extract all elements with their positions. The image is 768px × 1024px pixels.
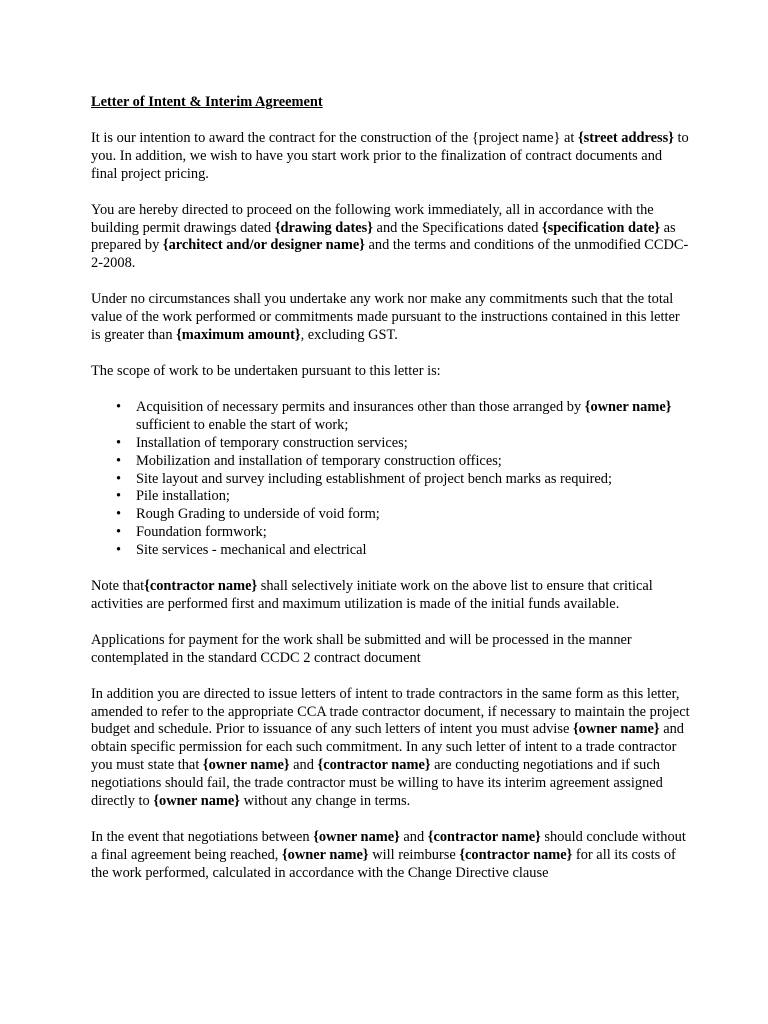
text-run: Foundation formwork; (136, 524, 267, 541)
text-run: In addition you are directed to issue letters of intent to trade contractors in the same form as this letter, amended to refer to the appropriate CCA trade contractor document, if necessary to maintain the project budget and schedule. Prior to issuance of any such letters of intent you must advise (91, 685, 690, 738)
scope-item-text (136, 453, 502, 469)
text-run: as prepared by (91, 219, 676, 254)
placeholder-field: {contractor name} (144, 578, 258, 595)
bullet-marker: • (116, 488, 122, 505)
placeholder-field: {owner name} (281, 846, 369, 863)
text-run: It is our intention to award the contract for the construction of the {project name} at (91, 129, 578, 146)
text-run: and obtain specific permission for each such commitment. In any such letter of intent to a trade contractor you must state that (91, 721, 684, 774)
placeholder-field: {owner name} (153, 793, 240, 810)
scope-list-item (91, 488, 691, 506)
bullet-marker: • (116, 542, 122, 559)
prioritization-paragraph (91, 578, 691, 614)
letter-title: Letter of Intent & Interim Agreement (91, 94, 323, 110)
text-run: and (289, 757, 318, 774)
placeholder-field: {owner name} (202, 757, 290, 774)
placeholder-field: {maximum amount} (176, 327, 301, 344)
scope-item-text (136, 471, 612, 487)
directive-paragraph (91, 202, 691, 274)
scope-intro-paragraph (91, 363, 691, 381)
text-run: , excluding GST. (300, 327, 398, 344)
letter-body (91, 94, 691, 901)
text-run: Installation of temporary construction services; (136, 434, 408, 451)
placeholder-field: {owner name} (313, 829, 400, 845)
text-run: for all its costs of the work performed, calculated in accordance with the Change Directive clause (91, 846, 676, 881)
text-run: Mobilization and installation of temporary construction offices; (136, 452, 502, 469)
intent-paragraph (91, 130, 691, 184)
bullet-marker: • (116, 452, 122, 469)
scope-list-item (91, 399, 691, 435)
scope-item-text (136, 399, 671, 433)
text-run: shall selectively initiate work on the above list to ensure that critical activities are performed first and maximum utilization is made of the initial funds available. (91, 578, 653, 612)
scope-item-text (136, 524, 267, 540)
bullet-marker: • (116, 506, 122, 523)
reimbursement-paragraph (91, 829, 691, 883)
placeholder-field: {contractor name} (459, 846, 573, 863)
text-run: Under no circumstances shall you undertake any work nor make any commitments such that the total value of the work performed or commitments made pursuant to the instructions contained in this letter is greater than (91, 291, 680, 344)
text-run: will reimburse (368, 846, 460, 863)
text-run: should conclude without a final agreement being reached, (91, 829, 686, 863)
bullet-marker: • (116, 398, 122, 415)
text-run: In the event that negotiations between (91, 829, 314, 845)
scope-list-item (91, 542, 691, 560)
scope-list (91, 399, 691, 560)
text-run: The scope of work to be undertaken pursuant to this letter is: (91, 362, 441, 379)
text-run: Pile installation; (136, 488, 230, 505)
scope-list-item (91, 524, 691, 542)
scope-item-text (136, 435, 408, 451)
text-run: You are hereby directed to proceed on the following work immediately, all in accordance with the building permit drawings dated (91, 201, 654, 236)
text-run: to you. In addition, we wish to have you start work prior to the finalization of contract documents and final project pricing. (91, 129, 689, 182)
text-run: and (399, 829, 428, 845)
scope-list-item (91, 453, 691, 471)
placeholder-field: {contractor name} (427, 829, 541, 845)
text-run: and the terms and conditions of the unmodified CCDC-2-2008. (91, 237, 689, 272)
scope-list-item (91, 435, 691, 453)
placeholder-field: {contractor name} (317, 757, 431, 774)
placeholder-field: {owner name} (584, 398, 672, 415)
text-run: sufficient to enable the start of work; (136, 416, 349, 433)
text-run: and the Specifications dated (372, 219, 542, 236)
text-run: Rough Grading to underside of void form; (136, 506, 380, 523)
bullet-marker: • (116, 470, 122, 487)
text-run: without any change in terms. (239, 793, 411, 810)
scope-item-text (136, 488, 230, 504)
scope-list-item (91, 471, 691, 489)
placeholder-field: {architect and/or designer name} (162, 237, 365, 254)
text-run: Note that (91, 578, 145, 595)
bullet-marker: • (116, 524, 122, 541)
scope-list-item (91, 506, 691, 524)
text-run: Acquisition of necessary permits and insurances other than those arranged by (136, 398, 585, 415)
placeholder-field: {street address} (577, 129, 674, 146)
scope-item-text (136, 506, 380, 522)
text-run: Site services - mechanical and electrical (136, 542, 367, 559)
text-run: Applications for payment for the work shall be submitted and will be processed in the manner contemplated in the standard CCDC 2 contract document (91, 631, 632, 666)
scope-item-text (136, 542, 367, 558)
text-run: are conducting negotiations and if such negotiations should fail, the trade contractor must be willing to have its interim agreement assigned directly to (91, 757, 663, 810)
placeholder-field: {owner name} (572, 721, 660, 738)
trade-contractors-paragraph (91, 686, 691, 811)
placeholder-field: {drawing dates} (274, 219, 373, 236)
payment-paragraph (91, 632, 691, 668)
bullet-marker: • (116, 434, 122, 451)
placeholder-field: {specification date} (542, 219, 661, 236)
limit-paragraph (91, 291, 691, 345)
text-run: Site layout and survey including establishment of project bench marks as required; (136, 470, 612, 487)
